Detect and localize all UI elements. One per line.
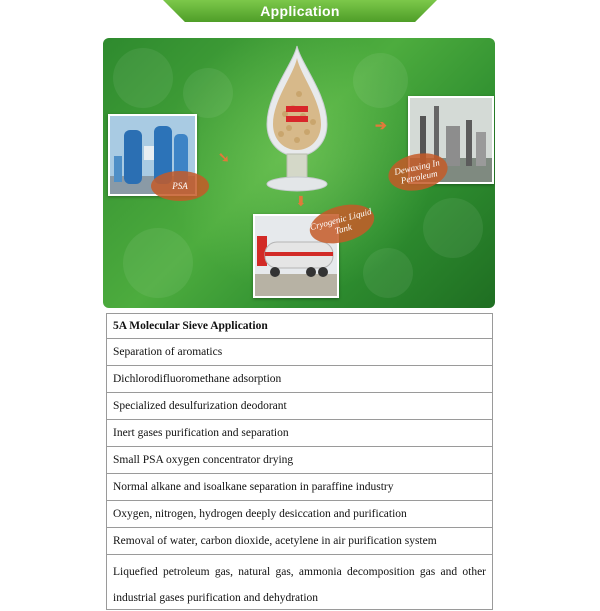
decor-bubble <box>183 68 233 118</box>
decor-bubble <box>353 53 408 108</box>
decor-bubble <box>123 228 193 298</box>
application-table <box>106 313 493 610</box>
dewaxing-label: Dewaxing In Petroleum <box>385 148 451 196</box>
table-row: Separation of aromatics <box>107 338 492 365</box>
decor-bubble <box>423 198 483 258</box>
table-row: Oxygen, nitrogen, hydrogen deeply desiccation and purification <box>107 500 492 527</box>
table-row: Inert gases purification and separation <box>107 419 492 446</box>
psa-label: PSA <box>151 171 209 201</box>
table-row: Liquefied petroleum gas, natural gas, ammonia decomposition gas and other industrial gases purification and dehydration <box>107 554 492 609</box>
table-row: Normal alkane and isoalkane separation in paraffine industry <box>107 473 492 500</box>
arrow-left-icon: ➘ <box>218 151 230 166</box>
section-title: Application <box>260 3 340 19</box>
table-row: Dichlorodifluoromethane adsorption <box>107 365 492 392</box>
table-title: 5A Molecular Sieve Application <box>113 320 268 332</box>
table-row: Specialized desulfurization deodorant <box>107 392 492 419</box>
table-row: Removal of water, carbon dioxide, acetylene in air purification system <box>107 527 492 554</box>
arrow-down-icon: ⬇ <box>295 195 307 210</box>
decor-bubble <box>363 248 413 298</box>
molecular-sieve-sample-photo <box>259 44 335 194</box>
application-illustration <box>103 38 495 308</box>
cryogenic-tank-label: Cryogenic Liquid Tank <box>305 198 378 250</box>
table-row: Small PSA oxygen concentrator drying <box>107 446 492 473</box>
decor-bubble <box>113 48 173 108</box>
arrow-right-icon: ➔ <box>375 119 387 134</box>
